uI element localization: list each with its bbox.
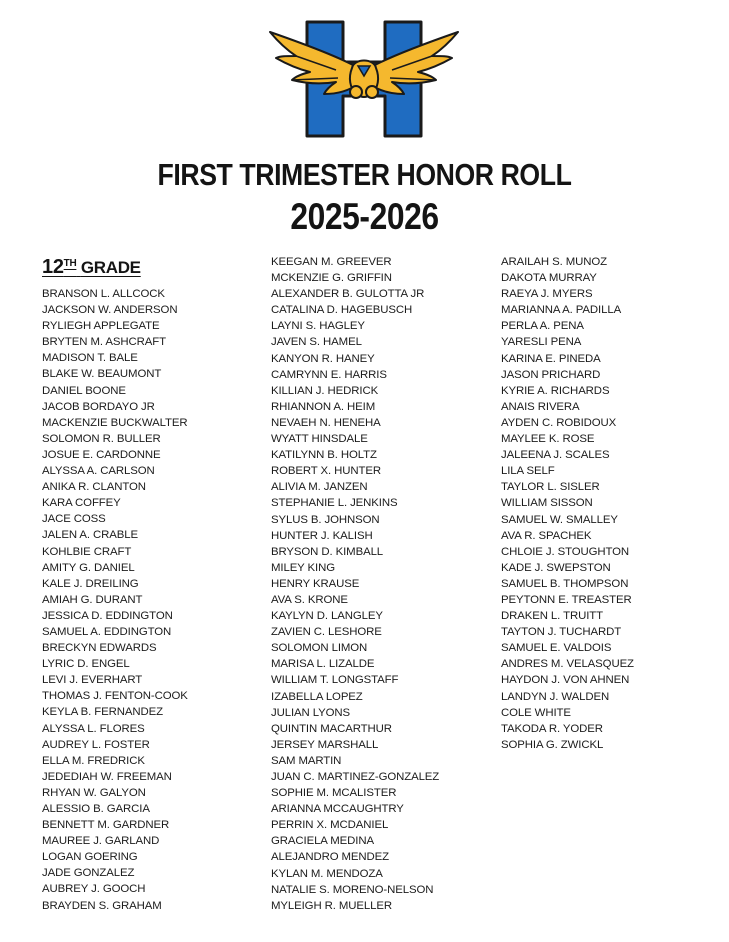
student-name: STEPHANIE L. JENKINS	[271, 497, 398, 510]
student-name: ZAVIEN C. LESHORE	[271, 626, 382, 639]
student-name: KILLIAN J. HEDRICK	[271, 384, 379, 397]
student-name: KEEGAN M. GREEVER	[271, 256, 392, 268]
student-name: LILA SELF	[501, 465, 555, 478]
student-name: KADE J. SWEPSTON	[501, 561, 611, 574]
student-name: KARINA E. PINEDA	[501, 352, 601, 365]
student-name: PEYTONN E. TREASTER	[501, 593, 632, 606]
student-name: JACOB BORDAYO JR	[42, 400, 155, 413]
student-name: BRECKYN EDWARDS	[42, 642, 157, 655]
grade-suffix: TH	[63, 258, 77, 269]
student-name: THOMAS J. FENTON-COOK	[42, 690, 188, 703]
student-name: BENNETT M. GARDNER	[42, 819, 170, 832]
student-name: AMIAH G. DURANT	[42, 593, 143, 606]
student-name: ROBERT X. HUNTER	[271, 465, 382, 478]
student-name: LAYNI S. HAGLEY	[271, 320, 365, 333]
student-name: ANAIS RIVERA	[501, 400, 580, 413]
student-name: SOPHIA G. ZWICKL	[501, 738, 604, 751]
student-name: HAYDON J. VON AHNEN	[501, 674, 630, 687]
student-name: JULIAN LYONS	[271, 706, 350, 719]
name-column-2	[271, 254, 439, 914]
page-title: FIRST TRIMESTER HONOR ROLL	[157, 157, 572, 192]
student-name: SOLOMON LIMON	[271, 642, 368, 655]
student-name: JEDEDIAH W. FREEMAN	[42, 770, 172, 783]
student-name: KOHLBIE CRAFT	[42, 545, 132, 558]
student-name: MACKENZIE BUCKWALTER	[42, 416, 188, 429]
student-name: ELLA M. FREDRICK	[42, 754, 145, 767]
student-name: TAYTON J. TUCHARDT	[501, 626, 622, 639]
student-name: KARA COFFEY	[42, 497, 121, 510]
student-name: AYDEN C. ROBIDOUX	[501, 416, 617, 429]
student-name: SOLOMON R. BULLER	[42, 432, 161, 445]
student-name: CAMRYNN E. HARRIS	[271, 368, 387, 381]
student-name: ANDRES M. VELASQUEZ	[501, 658, 634, 671]
student-name: HENRY KRAUSE	[271, 577, 360, 590]
student-name: PERLA A. PENA	[501, 320, 584, 333]
student-name: WILLIAM T. LONGSTAFF	[271, 674, 399, 687]
student-name: BRAYDEN S. GRAHAM	[42, 899, 162, 912]
student-name: DAKOTA MURRAY	[501, 272, 597, 285]
student-name: MARIANNA A. PADILLA	[501, 304, 622, 317]
logo-right-talon	[366, 86, 378, 98]
student-name: LANDYN J. WALDEN	[501, 690, 610, 703]
student-name: LOGAN GOERING	[42, 851, 138, 864]
grade-number: 12	[42, 256, 64, 278]
student-name: RHYAN W. GALYON	[42, 786, 146, 799]
student-name: SAMUEL B. THOMPSON	[501, 577, 629, 590]
student-name: MYLEIGH R. MUELLER	[271, 899, 392, 912]
student-name: NEVAEH N. HENEHA	[271, 416, 381, 429]
school-year: 2025-2026	[290, 196, 439, 237]
student-name: DRAKEN L. TRUITT	[501, 610, 603, 623]
student-name: AUDREY L. FOSTER	[42, 738, 150, 751]
student-name: YARESLI PENA	[501, 336, 582, 349]
student-name: ALEXANDER B. GULOTTA JR	[271, 288, 425, 301]
student-name: BRYSON D. KIMBALL	[271, 545, 384, 558]
student-name: ARAILAH S. MUNOZ	[501, 256, 607, 268]
student-name: LYRIC D. ENGEL	[42, 658, 130, 671]
student-name: MAUREE J. GARLAND	[42, 835, 160, 848]
name-column-3	[501, 254, 634, 753]
student-name: MILEY KING	[271, 561, 335, 574]
student-name: TAKODA R. YODER	[501, 722, 603, 735]
student-name: PERRIN X. MCDANIEL	[271, 819, 389, 832]
student-name: ALYSSA A. CARLSON	[42, 465, 155, 478]
student-name: SYLUS B. JOHNSON	[271, 513, 380, 526]
student-name: RHIANNON A. HEIM	[271, 400, 376, 413]
student-name: ALESSIO B. GARCIA	[42, 803, 150, 815]
student-name: ANIKA R. CLANTON	[42, 481, 146, 494]
student-name: RAEYA J. MYERS	[501, 288, 593, 301]
student-name: SAM MARTIN	[271, 754, 342, 767]
logo-left-talon	[350, 86, 362, 98]
student-name: CATALINA D. HAGEBUSCH	[271, 304, 413, 317]
grade-heading	[42, 256, 141, 279]
student-name: CHLOIE J. STOUGHTON	[501, 545, 630, 558]
student-name: NATALIE S. MORENO-NELSON	[271, 883, 434, 896]
student-name: KEYLA B. FERNANDEZ	[42, 706, 163, 719]
student-name: KATILYNN B. HOLTZ	[271, 449, 377, 462]
student-name: JASON PRICHARD	[501, 368, 601, 381]
student-name: SAMUEL A. EDDINGTON	[42, 625, 172, 638]
student-name: MAYLEE K. ROSE	[501, 433, 595, 446]
student-name: JESSICA D. EDDINGTON	[42, 609, 173, 622]
student-name: JOSUE E. CARDONNE	[42, 448, 161, 461]
h-eagle-logo-icon	[266, 18, 462, 140]
student-name: AUBREY J. GOOCH	[42, 883, 146, 896]
name-column-1	[42, 286, 188, 914]
student-name: GRACIELA MEDINA	[271, 835, 374, 848]
student-name: QUINTIN MACARTHUR	[271, 722, 392, 735]
student-name: KALE J. DREILING	[42, 577, 139, 590]
student-name: ARIANNA MCCAUGHTRY	[271, 803, 404, 816]
student-name: BRYTEN M. ASHCRAFT	[42, 336, 166, 349]
student-name: ALYSSA L. FLORES	[42, 722, 145, 735]
student-name: IZABELLA LOPEZ	[271, 690, 363, 703]
student-name: HUNTER J. KALISH	[271, 529, 373, 542]
student-name: JAVEN S. HAMEL	[271, 336, 362, 349]
student-name: AVA S. KRONE	[271, 593, 348, 606]
student-name: SOPHIE M. MCALISTER	[271, 787, 397, 800]
student-name: JACE COSS	[42, 513, 106, 526]
student-name: SAMUEL W. SMALLEY	[501, 513, 618, 526]
student-name: ALIVIA M. JANZEN	[271, 481, 368, 494]
student-name: KANYON R. HANEY	[271, 352, 375, 365]
student-name: JACKSON W. ANDERSON	[42, 304, 178, 317]
student-name: RYLIEGH APPLEGATE	[42, 320, 160, 333]
student-name: WYATT HINSDALE	[271, 433, 368, 446]
student-name: AMITY G. DANIEL	[42, 561, 135, 574]
student-name: KYLAN M. MENDOZA	[271, 867, 383, 880]
student-name: ALEJANDRO MENDEZ	[271, 851, 390, 864]
student-name: MCKENZIE G. GRIFFIN	[271, 272, 392, 285]
student-name: JUAN C. MARTINEZ-GONZALEZ	[271, 771, 440, 783]
grade-label: GRADE	[80, 258, 141, 277]
student-name: LEVI J. EVERHART	[42, 674, 143, 687]
student-name: JALEENA J. SCALES	[501, 449, 610, 462]
student-name: BRANSON L. ALLCOCK	[42, 288, 165, 300]
student-name: KYRIE A. RICHARDS	[501, 384, 610, 397]
student-name: MADISON T. BALE	[42, 352, 138, 365]
student-name: KAYLYN D. LANGLEY	[271, 610, 383, 623]
student-name: JALEN A. CRABLE	[42, 529, 138, 542]
student-name: JADE GONZALEZ	[42, 867, 135, 880]
student-name: SAMUEL E. VALDOIS	[501, 642, 612, 655]
student-name: JERSEY MARSHALL	[271, 738, 379, 751]
student-name: COLE WHITE	[501, 706, 571, 719]
student-name: MARISA L. LIZALDE	[271, 658, 375, 671]
student-name: TAYLOR L. SISLER	[501, 481, 600, 494]
student-name: BLAKE W. BEAUMONT	[42, 368, 162, 381]
student-name: WILLIAM SISSON	[501, 497, 593, 510]
student-name: AVA R. SPACHEK	[501, 529, 592, 542]
student-name: DANIEL BOONE	[42, 384, 126, 397]
